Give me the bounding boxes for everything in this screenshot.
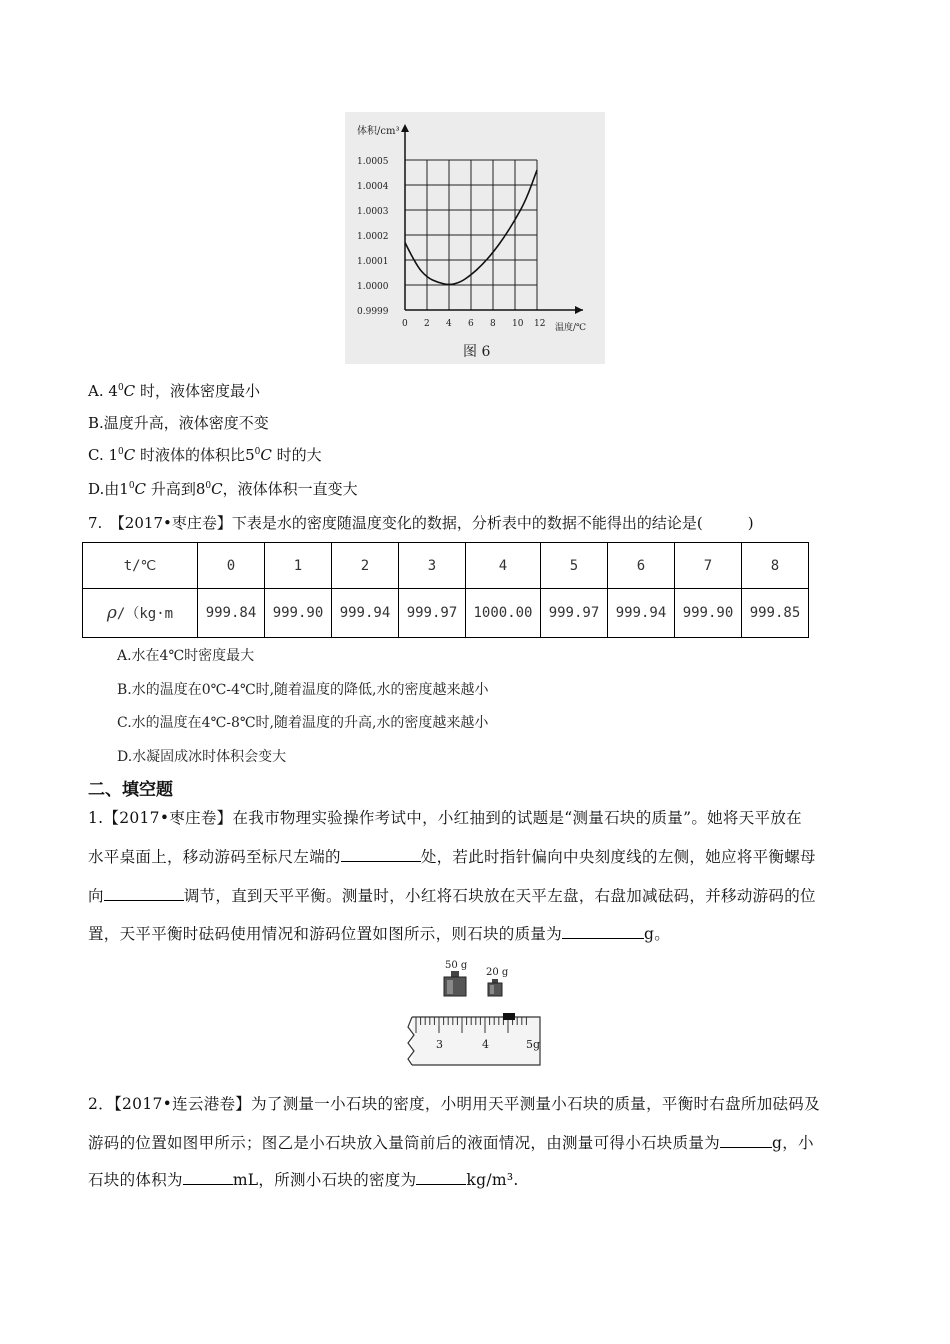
q6-option-c: C. $1^0C$ 时液体的体积比$5^0C$ 时的大 xyxy=(88,446,322,464)
y-tick-label: 1.0005 xyxy=(357,157,389,167)
table-cell: 3 xyxy=(399,543,466,589)
table-cell: 8 xyxy=(742,543,809,589)
table-cell: 1 xyxy=(265,543,332,589)
figure-caption: 图 6 xyxy=(463,344,491,360)
answer-blank[interactable] xyxy=(416,1170,466,1185)
scale-label-4: 4 xyxy=(482,1038,489,1051)
table-cell: 999.97 xyxy=(541,589,608,638)
table-cell: 999.90 xyxy=(265,589,332,638)
y-tick-label: 1.0000 xyxy=(357,282,389,292)
table-cell: 999.97 xyxy=(399,589,466,638)
y-tick-label: 1.0002 xyxy=(357,232,389,242)
fill1-line3: 向 调节，直到天平平衡。测量时，小红将石块放在天平左盘，右盘加减砝码，并移动游码的位 xyxy=(88,887,816,905)
rider[interactable] xyxy=(503,1013,515,1020)
y-tick-label: 1.0004 xyxy=(357,182,389,192)
section-title: 二、填空题 xyxy=(88,780,173,800)
table-cell: 999.90 xyxy=(675,589,742,638)
table-cell: 999.85 xyxy=(742,589,809,638)
fill1-line2: 水平桌面上，移动游码至标尺左端的 处，若此时指针偏向中央刻度线的左侧，她应将平衡螺母 xyxy=(88,848,816,866)
q6-option-a: A. $4^0C$ 时，液体密度最小 xyxy=(88,382,260,400)
fill2-line1: 2．【2017•连云港卷】为了测量一小石块的密度，小明用天平测量小石块的质量，平衡时右盘所加砝码及 xyxy=(88,1095,820,1113)
q7-option-c: C.水的温度在4℃-8℃时,随着温度的升高,水的密度越来越小 xyxy=(117,715,489,731)
density-table xyxy=(82,542,809,638)
q7-option-d: D.水凝固成冰时体积会变大 xyxy=(117,749,287,765)
table-header-cell: ρ/（kg·m xyxy=(83,589,198,638)
q7-option-a: A.水在4℃时密度最大 xyxy=(117,648,255,664)
fill2-line2: 游码的位置如图甲所示；图乙是小石块放入量筒前后的液面情况，由测量可得小石块质量为 g，小 xyxy=(88,1134,814,1152)
x-tick-label: 8 xyxy=(490,319,496,329)
figure-6 xyxy=(345,112,605,364)
y-tick-label: 0.9999 xyxy=(357,307,389,317)
table-cell: 6 xyxy=(608,543,675,589)
weight-label-20g: 20 g xyxy=(486,967,509,978)
answer-blank[interactable] xyxy=(104,886,184,901)
x-tick-label: 4 xyxy=(446,319,452,329)
q7-stem: 7. 【2017•枣庄卷】下表是水的密度随温度变化的数据，分析表中的数据不能得出的结论是( ) xyxy=(88,514,754,532)
x-axis-arrow xyxy=(575,306,583,314)
y-tick-label: 1.0003 xyxy=(357,207,389,217)
balance-figure xyxy=(400,955,548,1073)
fill1-line1: 1.【2017•枣庄卷】在我市物理实验操作考试中，小红抽到的试题是“测量石块的质量”。她将天平放在 xyxy=(88,809,802,827)
y-axis-arrow xyxy=(401,124,409,132)
y-tick-label: 1.0001 xyxy=(357,257,389,267)
answer-blank[interactable] xyxy=(183,1170,233,1185)
q6-option-b: B.温度升高，液体密度不变 xyxy=(88,414,269,432)
scale-label-5g: 5g xyxy=(526,1038,541,1051)
volume-temperature-chart xyxy=(345,112,605,364)
table-cell: 2 xyxy=(332,543,399,589)
fill1-line4: 置，天平平衡时砝码使用情况和游码位置如图所示，则石块的质量为 g。 xyxy=(88,925,671,943)
beam-scale xyxy=(408,1013,540,1065)
scale-label-3: 3 xyxy=(436,1038,443,1051)
table-cell: 999.94 xyxy=(608,589,675,638)
table-row xyxy=(83,589,809,638)
y-axis-label: 体积/cm³ xyxy=(357,126,400,137)
table-cell: 5 xyxy=(541,543,608,589)
fill2-line3: 石块的体积为 mL，所测小石块的密度为 kg/m³. xyxy=(88,1171,519,1189)
table-row xyxy=(83,543,809,589)
table-cell: 4 xyxy=(466,543,541,589)
answer-blank[interactable] xyxy=(720,1133,772,1148)
x-tick-label: 10 xyxy=(512,319,524,329)
x-tick-label: 6 xyxy=(468,319,474,329)
table-cell: 999.84 xyxy=(198,589,265,638)
x-axis-label: 温度/℃ xyxy=(555,323,587,333)
table-cell: 7 xyxy=(675,543,742,589)
table-header-cell: t/℃ xyxy=(83,543,198,589)
answer-blank[interactable] xyxy=(562,924,644,939)
table-cell: 0 xyxy=(198,543,265,589)
answer-blank[interactable] xyxy=(341,847,421,862)
q7-option-b: B.水的温度在0℃-4℃时,随着温度的降低,水的密度越来越小 xyxy=(117,682,489,698)
x-tick-label: 2 xyxy=(424,319,430,329)
x-tick-label: 12 xyxy=(534,319,546,329)
q6-option-d: D.由$1^0C$ 升高到$8^0C$，液体体积一直变大 xyxy=(88,480,358,498)
table-cell: 1000.00 xyxy=(466,589,541,638)
table-cell: 999.94 xyxy=(332,589,399,638)
x-tick-label: 0 xyxy=(402,319,408,329)
weight-label-50g: 50 g xyxy=(445,960,468,971)
